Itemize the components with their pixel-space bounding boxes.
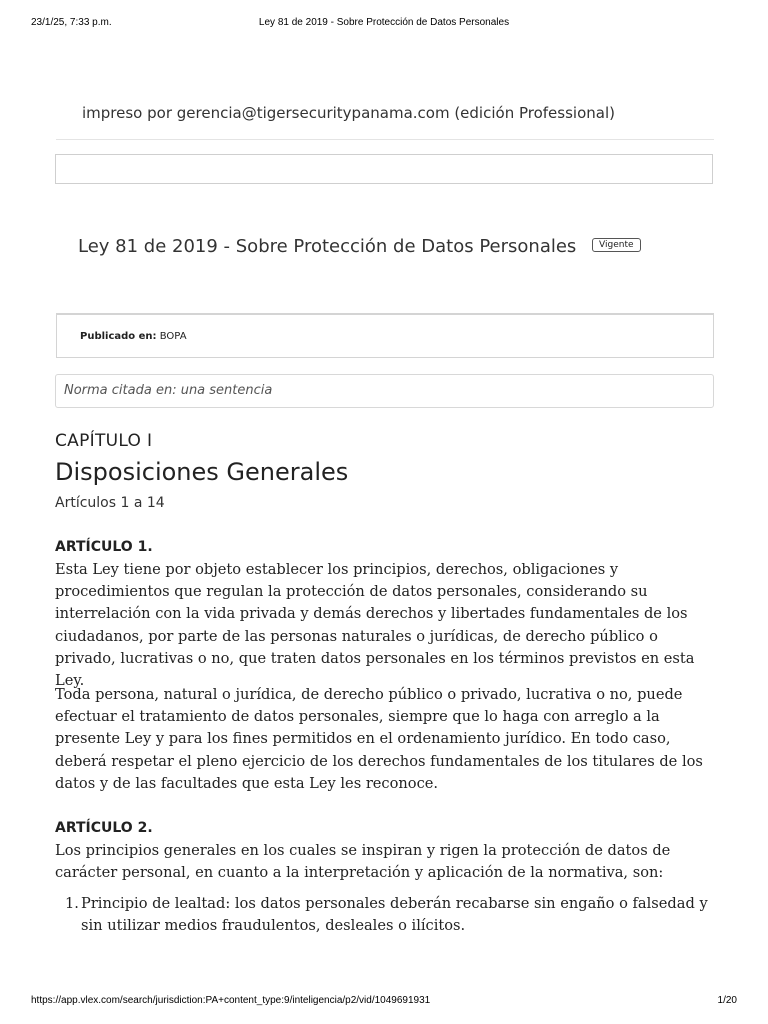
publication-info-box — [56, 313, 714, 358]
article-1-paragraph-2: Toda persona, natural o jurídica, de derecho público o privado, lucrativa o no, puede efectuar el tratamiento de datos personales, siempre que lo haga con arreglo a la presente Ley y para los fines permitidos en el ordenamiento jurídico. En todo caso, deberá respetar el pleno ejercicio de los derechos fundamentales de los titulares de los datos y de las facultades que esta Ley les reconoce. — [55, 686, 703, 792]
print-title: Ley 81 de 2019 - Sobre Protección de Datos Personales — [258, 17, 510, 28]
empty-panel — [55, 154, 713, 184]
cited-in-link[interactable] — [55, 374, 714, 408]
publication-info — [80, 331, 187, 342]
list-item-text: Principio de lealtad: los datos personales deberán recabarse sin engaño o falsedad y sin utilizar medios fraudulentos, desleales o ilícitos. — [81, 895, 708, 935]
article-2-heading: ARTÍCULO 2. — [55, 820, 153, 836]
status-badge: Vigente — [592, 238, 640, 252]
page-number: 1/20 — [717, 995, 737, 1006]
article-2-paragraph-1: Los principios generales en los cuales se inspiran y rigen la protección de datos de carácter personal, en cuanto a la interpretación y aplicación de la normativa, son: — [55, 842, 671, 882]
published-label: Publicado en: — [80, 331, 157, 342]
published-value: BOPA — [159, 331, 187, 342]
chapter-title: Disposiciones Generales — [55, 458, 349, 486]
print-footer — [0, 995, 768, 1009]
print-url: https://app.vlex.com/search/jurisdiction:PA+content_type:9/inteligencia/p2/vid/1049691931 — [31, 995, 431, 1006]
list-item — [55, 893, 715, 937]
article-2-principles-list — [55, 893, 715, 937]
article-1-paragraph-1: Esta Ley tiene por objeto establecer los principios, derechos, obligaciones y procedimientos que regulan la protección de datos personales, considerando su interrelación con la vida privada y demás derechos y libertades fundamentales de los ciudadanos, por parte de las personas naturales o jurídicas, de derecho público o privado, lucrativas o no, que traten datos personales en los términos previstos en esta Ley. — [55, 561, 695, 690]
document-title-row — [78, 236, 641, 257]
cited-in-text: Norma citada en: una sentencia — [64, 383, 273, 398]
article-1-heading: ARTÍCULO 1. — [55, 539, 153, 555]
divider — [56, 139, 714, 140]
print-header — [0, 17, 768, 31]
printed-by-notice: impreso por gerencia@tigersecuritypanama.com (edición Professional) — [82, 104, 615, 122]
print-date: 23/1/25, 7:33 p.m. — [31, 17, 112, 28]
articles-range: Artículos 1 a 14 — [55, 495, 165, 511]
chapter-label: CAPÍTULO I — [55, 431, 153, 451]
list-item-number: 1. — [65, 895, 79, 912]
document-title: Ley 81 de 2019 - Sobre Protección de Datos Personales — [78, 236, 577, 257]
